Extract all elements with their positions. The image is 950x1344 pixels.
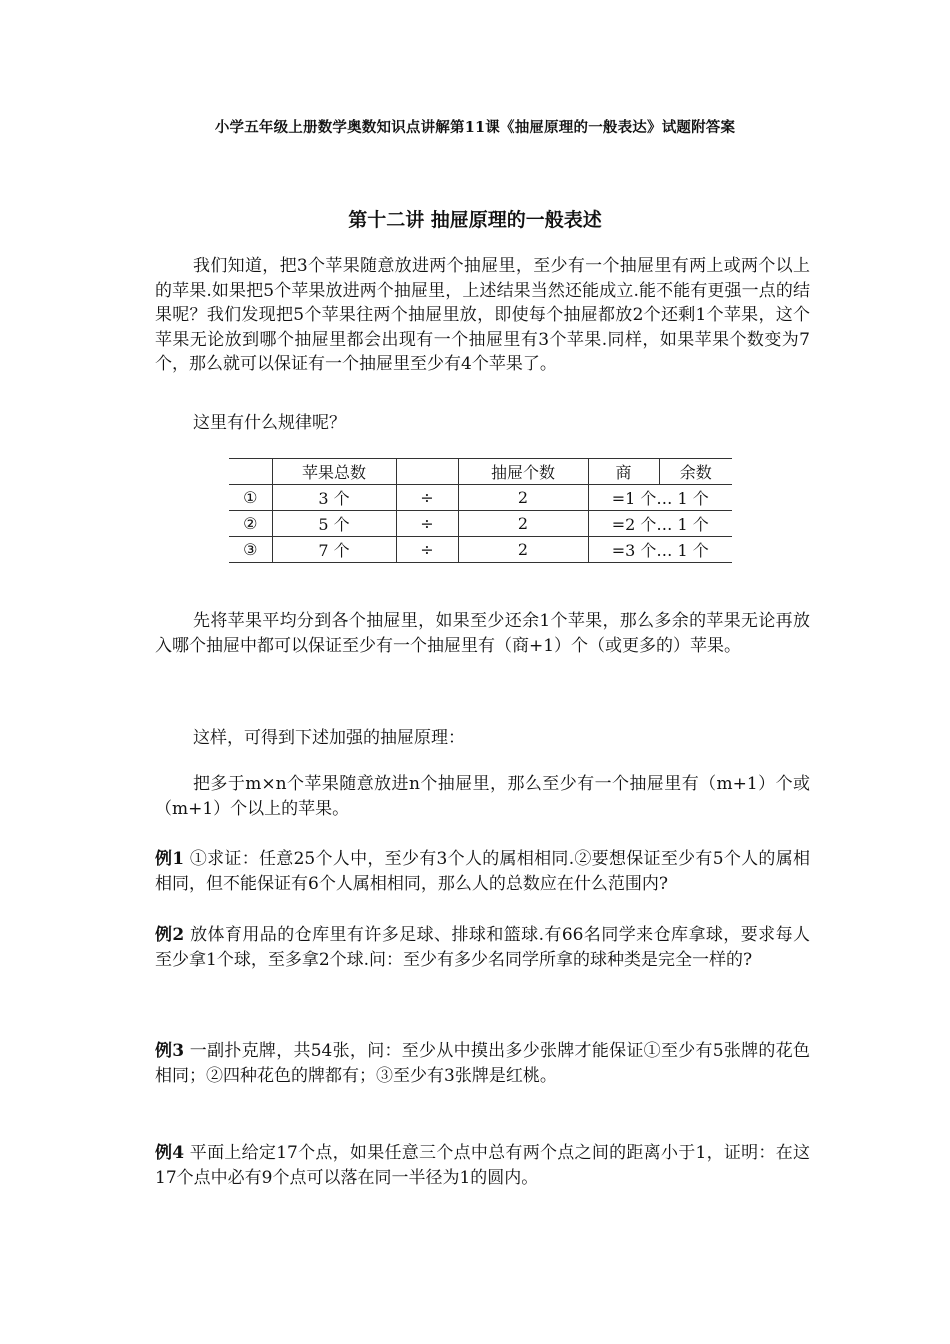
- example-text: 平面上给定17个点，如果任意三个点中总有两个点之间的距离小于1，证明：在这17个点中必有9个点可以落在同一半径为1的圆内。: [155, 1143, 810, 1188]
- row-number: ①: [229, 485, 272, 511]
- row-number: ②: [229, 511, 272, 537]
- example-2: [155, 923, 810, 972]
- result-cell: =1 个… 1 个: [588, 485, 732, 511]
- drawers-cell: 2: [458, 485, 588, 511]
- drawers-cell: 2: [458, 537, 588, 563]
- table-header-row: [229, 459, 732, 485]
- result-cell: =3 个… 1 个: [588, 537, 732, 563]
- lecture-title: 第十二讲 抽屉原理的一般表述: [348, 209, 602, 231]
- example-label: 例2: [155, 925, 185, 945]
- operator-cell: ÷: [396, 537, 458, 563]
- example-text: 放体育用品的仓库里有许多足球、排球和篮球.有66名同学来仓库拿球，要求每人至少拿1个球，至多拿2个球.问：至少有多少名同学所拿的球种类是完全一样的?: [155, 925, 810, 970]
- apples-cell: 5 个: [272, 511, 396, 537]
- header-drawers: 抽屉个数: [458, 459, 588, 485]
- example-label: 例4: [155, 1143, 185, 1163]
- division-table: [229, 458, 732, 563]
- page-header: 小学五年级上册数学奥数知识点讲解第11课《抽屉原理的一般表达》试题附答案: [214, 119, 736, 136]
- header-remainder: 余数: [659, 459, 732, 485]
- question-text: 这里有什么规律呢？: [193, 413, 346, 433]
- drawers-cell: 2: [458, 511, 588, 537]
- result-cell: =2 个… 1 个: [588, 511, 732, 537]
- intro-paragraph: 我们知道，把3个苹果随意放进两个抽屉里，至少有一个抽屉里有两上或两个以上的苹果.如果把5个苹果放进两个抽屉里，上述结果当然还能成立.能不能有更强一点的结果呢？我们发现把5个苹果往两个抽屉里放，即使每个抽屉都放2个还剩1个苹果，这个苹果无论放到哪个抽屉里都会出现有一个抽屉里有3个苹果.同样，如果苹果个数变为7个，那么就可以保证有一个抽屉里至少有4个苹果了。: [155, 256, 810, 374]
- row-number: ③: [229, 537, 272, 563]
- operator-cell: ÷: [396, 511, 458, 537]
- example-label: 例1: [155, 849, 185, 869]
- table-row: [229, 485, 732, 511]
- example-4: [155, 1141, 810, 1190]
- example-label: 例3: [155, 1041, 185, 1061]
- header-cell: [396, 459, 458, 485]
- table-row: [229, 511, 732, 537]
- table-row: [229, 537, 732, 563]
- header-apples: 苹果总数: [272, 459, 396, 485]
- principle-statement: 把多于m×n个苹果随意放进n个抽屉里，那么至少有一个抽屉里有（m+1）个或（m+1）个以上的苹果。: [155, 774, 810, 819]
- lead-in-text: 这样，可得到下述加强的抽屉原理：: [193, 728, 465, 748]
- example-3: [155, 1039, 810, 1088]
- example-text: 一副扑克牌，共54张，问：至少从中摸出多少张牌才能保证①至少有5张牌的花色相同；②四种花色的牌都有；③至少有3张牌是红桃。: [155, 1041, 810, 1086]
- apples-cell: 7 个: [272, 537, 396, 563]
- example-1: [155, 847, 810, 896]
- explanation-paragraph: 先将苹果平均分到各个抽屉里，如果至少还余1个苹果，那么多余的苹果无论再放入哪个抽屉中都可以保证至少有一个抽屉里有（商+1）个（或更多的）苹果。: [155, 611, 810, 656]
- example-text: ①求证：任意25个人中，至少有3个人的属相相同.②要想保证至少有5个人的属相相同，但不能保证有6个人属相相同，那么人的总数应在什么范围内?: [155, 849, 810, 894]
- header-cell: [229, 459, 272, 485]
- operator-cell: ÷: [396, 485, 458, 511]
- header-quotient: 商: [588, 459, 659, 485]
- apples-cell: 3 个: [272, 485, 396, 511]
